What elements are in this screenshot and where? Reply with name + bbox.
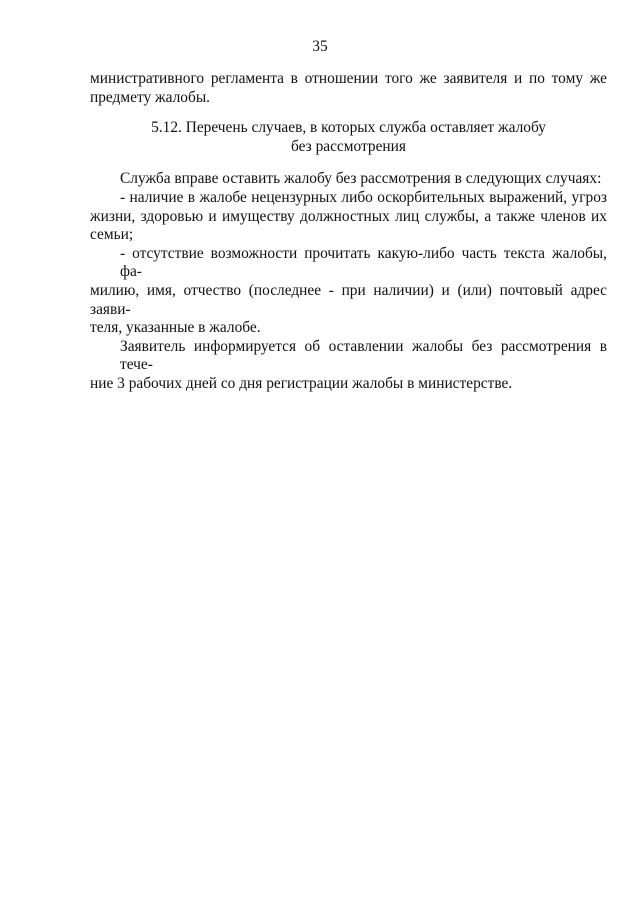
text-line: - наличие в жалобе нецензурных либо оскорбительных выражений, угроз	[120, 188, 607, 206]
text-line: семьи;	[90, 226, 134, 244]
paragraph	[90, 170, 607, 189]
text-line: Заявитель информируется об оставлении жалобы без рассмотрения в тече-	[120, 337, 607, 374]
text-line: ние 3 рабочих дней со дня регистрации жалобы в министерстве.	[90, 374, 513, 392]
page-number: 35	[312, 38, 328, 55]
text-line: Служба вправе оставить жалобу без рассмотрения в следующих случаях:	[120, 170, 602, 188]
text-line: министративного регламента в отношении того же заявителя и по тому же	[90, 70, 607, 87]
section-title-line: без рассмотрения	[291, 137, 406, 155]
text-line: жизни, здоровью и имуществу должностных лиц службы, а также членов их	[90, 207, 607, 225]
text-line: предмету жалобы.	[90, 88, 211, 106]
section-heading	[90, 119, 607, 156]
text-line: милию, имя, отчество (последнее - при наличии) и (или) почтовый адрес заяви-	[90, 281, 607, 318]
document-body	[90, 70, 607, 394]
intro-paragraph	[90, 70, 607, 107]
list-item	[90, 245, 607, 338]
list-item	[90, 189, 607, 245]
section-title-line: 5.12. Перечень случаев, в которых служба оставляет жалобу	[151, 119, 546, 137]
paragraph	[90, 338, 607, 394]
text-line: - отсутствие возможности прочитать какую-либо часть текста жалобы, фа-	[120, 244, 607, 281]
text-line: теля, указанные в жалобе.	[90, 319, 261, 337]
